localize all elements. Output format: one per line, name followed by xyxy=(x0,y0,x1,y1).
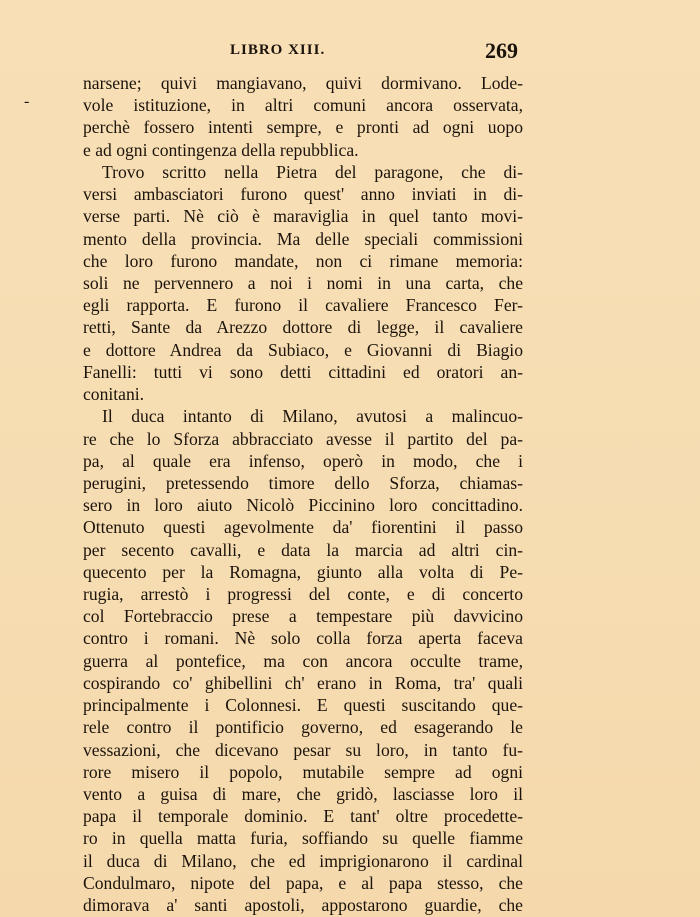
margin-mark: - xyxy=(24,93,30,110)
text-line: papa il temporale dominio. E tant' oltre procedette- xyxy=(83,806,523,827)
text-line: versi ambasciatori furono quest' anno inviati in di- xyxy=(83,184,523,205)
text-line: e ad ogni contingenza della repubblica. xyxy=(83,139,359,160)
text-line: guerra al pontefice, ma con ancora occulte trame, xyxy=(83,650,523,671)
text-line: Fanelli: tutti vi sono detti cittadini ed oratori an- xyxy=(83,361,523,382)
text-line: ro in quella matta furia, soffiando su quelle fiamme xyxy=(83,828,523,849)
text-line: sero in loro aiuto Nicolò Piccinino loro concittadino. xyxy=(83,495,523,516)
text-line: Ottenuto questi agevolmente da' fiorentini il passo xyxy=(83,517,523,538)
text-line: egli rapporta. E furono il cavaliere Francesco Fer- xyxy=(83,295,523,316)
text-line: cospirando co' ghibellini ch' erano in Roma, tra' quali xyxy=(83,672,523,693)
text-line: contro i romani. Nè solo colla forza aperta faceva xyxy=(83,628,523,649)
text-line: pa, al quale era infenso, operò in modo, che i xyxy=(83,450,523,471)
text-line: perchè fossero intenti sempre, e pronti ad ogni uopo xyxy=(83,117,523,138)
text-line: col Fortebraccio prese a tempestare più davvicino xyxy=(83,606,523,627)
running-title: LIBRO XIII. xyxy=(230,42,326,58)
text-line: conitani. xyxy=(83,384,145,405)
text-line: dimorava a' santi apostoli, appostarono guardie, che xyxy=(83,895,523,916)
text-line: re che lo Sforza abbracciato avesse il partito del pa- xyxy=(83,428,523,449)
text-line: Condulmaro, nipote del papa, e al papa stesso, che xyxy=(83,872,523,893)
page-number: 269 xyxy=(485,38,518,63)
text-line: perugini, pretessendo timore dello Sforza, chiamas- xyxy=(83,472,523,493)
text-line: vessazioni, che dicevano pesar su loro, in tanto fu- xyxy=(83,739,523,760)
text-line: mento della provincia. Ma delle speciali commissioni xyxy=(83,228,523,249)
page-header xyxy=(82,40,522,64)
text-line: soli ne pervennero a noi i nomi in una carta, che xyxy=(83,272,523,293)
text-line: quecento per la Romagna, giunto alla volta di Pe- xyxy=(83,561,523,582)
text-line: verse parti. Nè ciò è maraviglia in quel tanto movi- xyxy=(83,206,523,227)
text-line: rele contro il pontificio governo, ed esagerando le xyxy=(83,717,523,738)
text-line: narsene; quivi mangiavano, quivi dormivano. Lode- xyxy=(83,73,523,93)
text-line: e dottore Andrea da Subiaco, e Giovanni di Biagio xyxy=(83,339,523,360)
body-text xyxy=(83,72,523,916)
text-line: Il duca intanto di Milano, avutosi a malincuo- xyxy=(102,406,523,427)
text-line: rore misero il popolo, mutabile sempre ad ogni xyxy=(83,761,523,782)
text-line: rugia, arrestò i progressi del conte, e di concerto xyxy=(83,584,523,605)
text-line: che loro furono mandate, non ci rimane memoria: xyxy=(83,250,523,271)
text-line: principalmente i Colonnesi. E questi suscitando que- xyxy=(83,695,523,716)
text-line: vento a guisa di mare, che gridò, lasciasse loro il xyxy=(83,784,523,804)
text-line: retti, Sante da Arezzo dottore di legge, il cavaliere xyxy=(83,317,523,338)
text-line: vole istituzione, in altri comuni ancora osservata, xyxy=(83,95,523,116)
text-line: Trovo scritto nella Pietra del paragone, che di- xyxy=(102,161,523,182)
text-line: il duca di Milano, che ed imprigionarono il cardinal xyxy=(83,850,523,871)
text-line: per secento cavalli, e data la marcia ad altri cin- xyxy=(83,539,523,560)
